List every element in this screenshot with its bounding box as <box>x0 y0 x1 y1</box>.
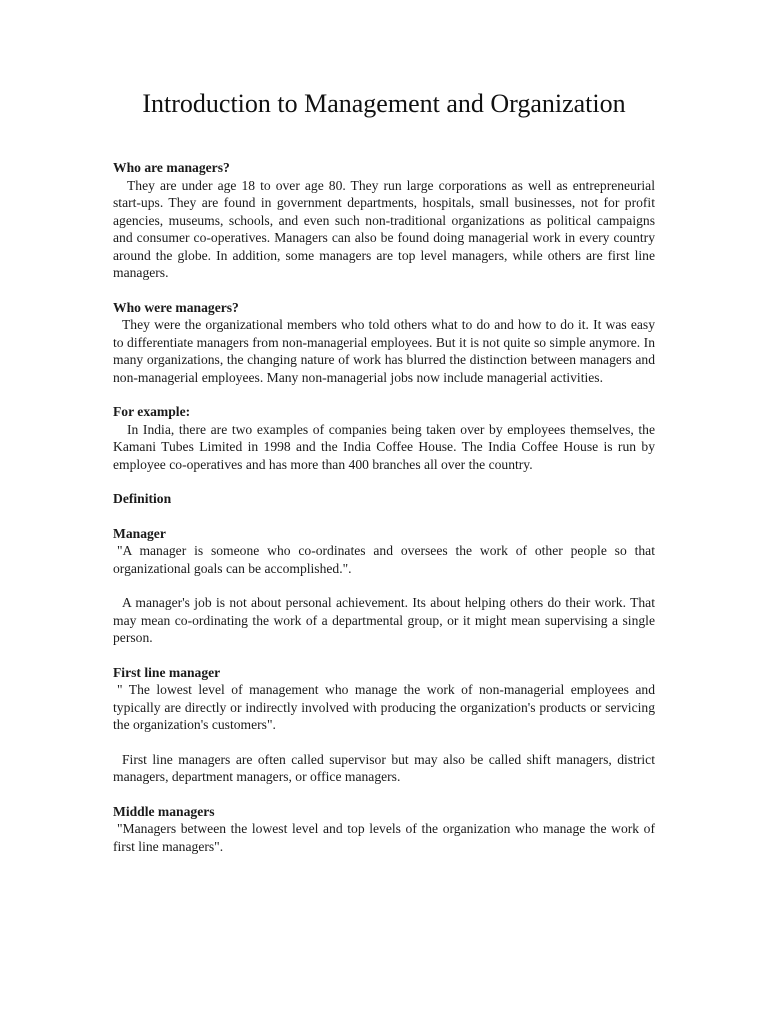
paragraph: They are under age 18 to over age 80. They run large corporations as well as entrepreneurial start-ups. They are found in government departments, hospitals, small businesses, not for profit agencies, museums, schools, and even such non-traditional organizations as political campaigns and consumer co-operatives. Managers can also be found doing managerial work in every country around the globe. In addition, some managers are top level managers, while others are first line managers. <box>113 177 655 281</box>
section-heading: Who are managers? <box>113 160 230 176</box>
document-page <box>113 88 655 872</box>
section-first-line-manager <box>113 664 655 786</box>
definition-quote: "Managers between the lowest level and top levels of the organization who manage the work of first line managers". <box>113 821 655 854</box>
section-heading: Middle managers <box>113 803 215 819</box>
section-heading: Definition <box>113 491 172 507</box>
paragraph: In India, there are two examples of companies being taken over by employees themselves, the Kamani Tubes Limited in 1998 and the India Coffee House. The India Coffee House is run by employee co-operatives and has more than 400 branches all over the country. <box>113 421 655 472</box>
section-for-example <box>113 403 655 473</box>
definition-quote: "A manager is someone who co-ordinates and oversees the work of other people so that organizational goals can be accomplished.". <box>113 543 655 576</box>
section-heading: Who were managers? <box>113 299 239 315</box>
paragraph: They were the organizational members who told others what to do and how to do it. It was easy to differentiate managers from non-managerial employees. But it is not quite so simple anymore. In many organizations, the changing nature of work has blurred the distinction between managers and non-managerial employees. Many non-managerial jobs now include managerial activities. <box>113 317 655 385</box>
section-who-were-managers <box>113 299 655 387</box>
page-title: Introduction to Management and Organization <box>142 89 626 118</box>
section-heading: First line manager <box>113 664 221 680</box>
section-heading: Manager <box>113 525 166 541</box>
paragraph: A manager's job is not about personal achievement. Its about helping others do their work. That may mean co-ordinating the work of a departmental group, or it might mean supervising a single person. <box>113 595 655 646</box>
paragraph: First line managers are often called supervisor but may also be called shift managers, district managers, department managers, or office managers. <box>113 751 655 785</box>
section-heading: For example: <box>113 404 191 420</box>
section-middle-managers <box>113 803 655 856</box>
section-manager <box>113 525 655 647</box>
section-definition <box>113 490 655 508</box>
section-who-are-managers <box>113 159 655 282</box>
definition-quote: " The lowest level of management who manage the work of non-managerial employees and typically are directly or indirectly involved with producing the organization's products or servicing the organization's customers". <box>113 682 655 733</box>
